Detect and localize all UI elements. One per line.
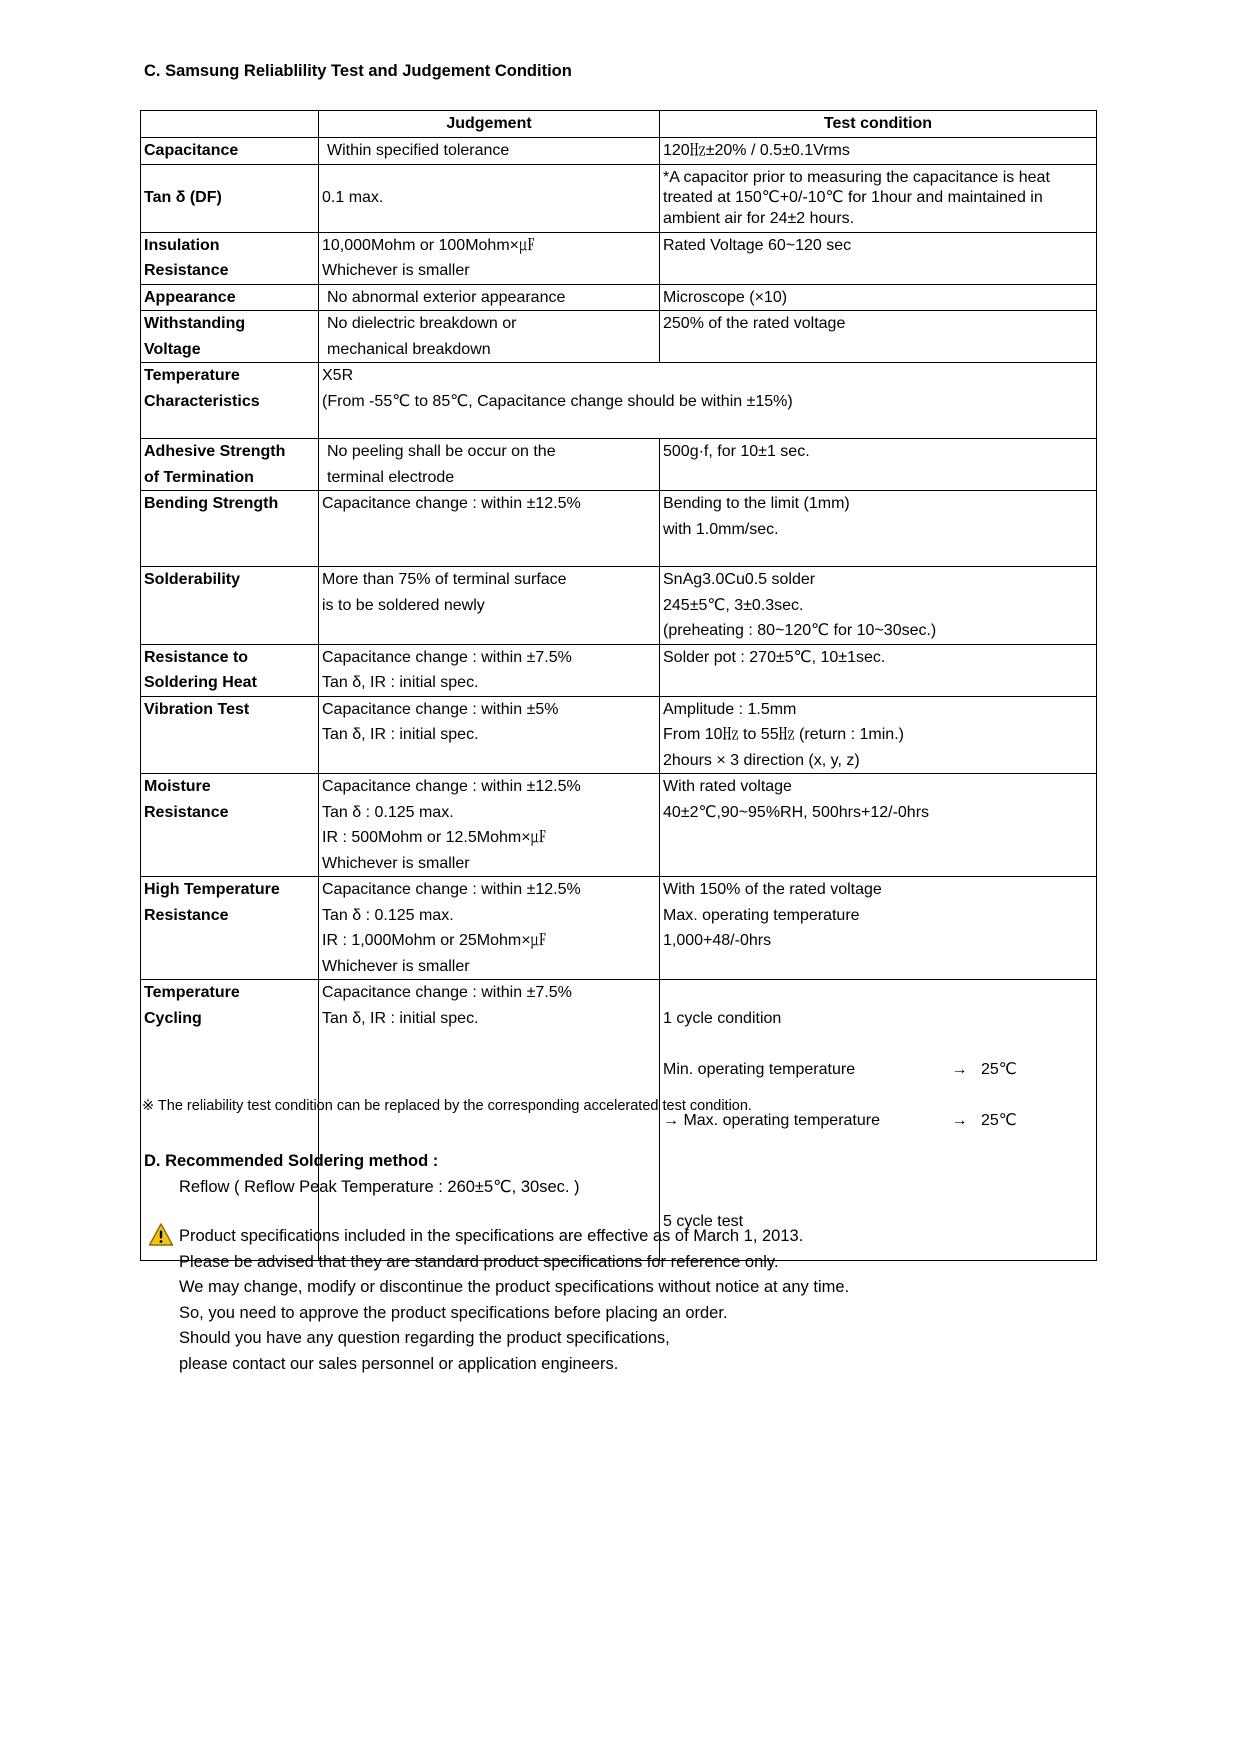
row-item: Insulation Resistance — [141, 232, 319, 284]
cycle-line-2-temp: 25℃ — [981, 1111, 1017, 1129]
row-condition: SnAg3.0Cu0.5 solder 245±5℃, 3±0.3sec. (preheating : 80~120℃ for 10~30sec.) — [660, 567, 1097, 645]
table-footnote: ※ The reliability test condition can be replaced by the corresponding accelerated test condition. — [142, 1098, 752, 1114]
row-item: Capacitance — [141, 138, 319, 165]
row-condition — [660, 980, 1097, 1261]
header-item — [141, 111, 319, 138]
row-condition: With 150% of the rated voltage Max. operating temperature 1,000+48/-0hrs — [660, 877, 1097, 980]
reliability-table — [140, 110, 1097, 1261]
row-condition: *A capacitor prior to measuring the capacitance is heat treated at 150℃+0/-10℃ for 1hour and maintained in ambient air for 24±2 hours. — [660, 164, 1097, 232]
row-judgement: X5R (From -55℃ to 85℃, Capacitance change should be within ±15%) — [319, 363, 1097, 439]
cycle-line-1-arrow: → — [951, 1060, 968, 1078]
row-condition: Bending to the limit (1mm) with 1.0mm/sec. — [660, 491, 1097, 567]
row-item: Appearance — [141, 284, 319, 311]
table-row — [141, 311, 1097, 363]
section-c-title: C. Samsung Reliablility Test and Judgement Condition — [144, 62, 572, 80]
cycle-line-2-label: → Max. operating temperature — [663, 1111, 880, 1129]
table-row — [141, 284, 1097, 311]
row-item: Moisture Resistance — [141, 774, 319, 877]
cycle-line-1 — [663, 1057, 1093, 1083]
notice-line: Should you have any question regarding the product specifications, — [179, 1329, 670, 1347]
row-condition: Microscope (×10) — [660, 284, 1097, 311]
cycle-title: 1 cycle condition — [663, 1009, 782, 1027]
row-judgement: No abnormal exterior appearance — [319, 284, 660, 311]
cycle-end: 5 cycle test — [663, 1213, 744, 1230]
row-condition: Amplitude : 1.5mm From 10㎐ to 55㎐ (return : 1min.) 2hours × 3 direction (x, y, z) — [660, 696, 1097, 774]
row-judgement: More than 75% of terminal surface is to be soldered newly — [319, 567, 660, 645]
table-row — [141, 232, 1097, 284]
row-condition: Rated Voltage 60~120 sec — [660, 232, 1097, 284]
row-judgement: No peeling shall be occur on the terminal electrode — [319, 439, 660, 491]
row-judgement: Capacitance change : within ±12.5% — [319, 491, 660, 567]
table-row — [141, 774, 1097, 877]
row-judgement: 0.1 max. — [319, 164, 660, 232]
section-d-text: Reflow ( Reflow Peak Temperature : 260±5℃, 30sec. ) — [179, 1178, 580, 1196]
row-condition: 250% of the rated voltage — [660, 311, 1097, 363]
row-judgement: Capacitance change : within ±5% Tan δ, IR : initial spec. — [319, 696, 660, 774]
table-row — [141, 980, 1097, 1261]
table-row — [141, 138, 1097, 165]
notice-line: So, you need to approve the product specifications before placing an order. — [179, 1303, 728, 1322]
table-row — [141, 877, 1097, 980]
cycle-line-2-arrow: → — [951, 1111, 968, 1129]
table-row — [141, 491, 1097, 567]
table-row — [141, 164, 1097, 232]
notice-line: Please be advised that they are standard product specifications for reference only. — [179, 1252, 779, 1271]
table-row — [141, 363, 1097, 439]
row-judgement: Capacitance change : within ±12.5% Tan δ : 0.125 max. IR : 1,000Mohm or 25Mohm×㎌ Whichever is smaller — [319, 877, 660, 980]
row-item: High Temperature Resistance — [141, 877, 319, 980]
cycle-line-1-label: Min. operating temperature — [663, 1060, 856, 1078]
notice-block — [179, 1224, 849, 1377]
row-item: Resistance to Soldering Heat — [141, 644, 319, 696]
notice-line: please contact our sales personnel or application engineers. — [179, 1354, 619, 1373]
cycle-line-1-temp: 25℃ — [981, 1060, 1017, 1078]
row-item: Adhesive Strength of Termination — [141, 439, 319, 491]
notice-line: Product specifications included in the specifications are effective as of March 1, 2013. — [179, 1227, 804, 1245]
warning-triangle-icon — [148, 1222, 174, 1248]
row-item: Bending Strength — [141, 491, 319, 567]
row-judgement: Capacitance change : within ±7.5% Tan δ, IR : initial spec. — [319, 644, 660, 696]
row-item: Temperature Cycling — [141, 980, 319, 1261]
row-judgement: Within specified tolerance — [319, 138, 660, 165]
section-d-title: D. Recommended Soldering method : — [144, 1152, 439, 1170]
row-condition: 500g·f, for 10±1 sec. — [660, 439, 1097, 491]
table-row — [141, 644, 1097, 696]
table-row — [141, 439, 1097, 491]
row-item: Temperature Characteristics — [141, 363, 319, 439]
row-item: Vibration Test — [141, 696, 319, 774]
table-row — [141, 567, 1097, 645]
row-judgement: 10,000Mohm or 100Mohm×㎌ Whichever is smaller — [319, 232, 660, 284]
row-condition: With rated voltage 40±2℃,90~95%RH, 500hrs+12/-0hrs — [660, 774, 1097, 877]
row-condition: 120㎐±20% / 0.5±0.1Vrms — [660, 138, 1097, 165]
row-item: Withstanding Voltage — [141, 311, 319, 363]
table-row — [141, 696, 1097, 774]
row-item: Tan δ (DF) — [141, 164, 319, 232]
notice-line: We may change, modify or discontinue the product specifications without notice at any time. — [179, 1278, 850, 1296]
row-judgement: Capacitance change : within ±7.5% Tan δ, IR : initial spec. — [319, 980, 660, 1261]
row-condition: Solder pot : 270±5℃, 10±1sec. — [660, 644, 1097, 696]
row-judgement: No dielectric breakdown or mechanical breakdown — [319, 311, 660, 363]
header-judgement: Judgement — [319, 111, 660, 138]
table-header-row — [141, 111, 1097, 138]
row-judgement: Capacitance change : within ±12.5% Tan δ : 0.125 max. IR : 500Mohm or 12.5Mohm×㎌ Whichever is smaller — [319, 774, 660, 877]
row-item: Solderability — [141, 567, 319, 645]
header-condition: Test condition — [660, 111, 1097, 138]
